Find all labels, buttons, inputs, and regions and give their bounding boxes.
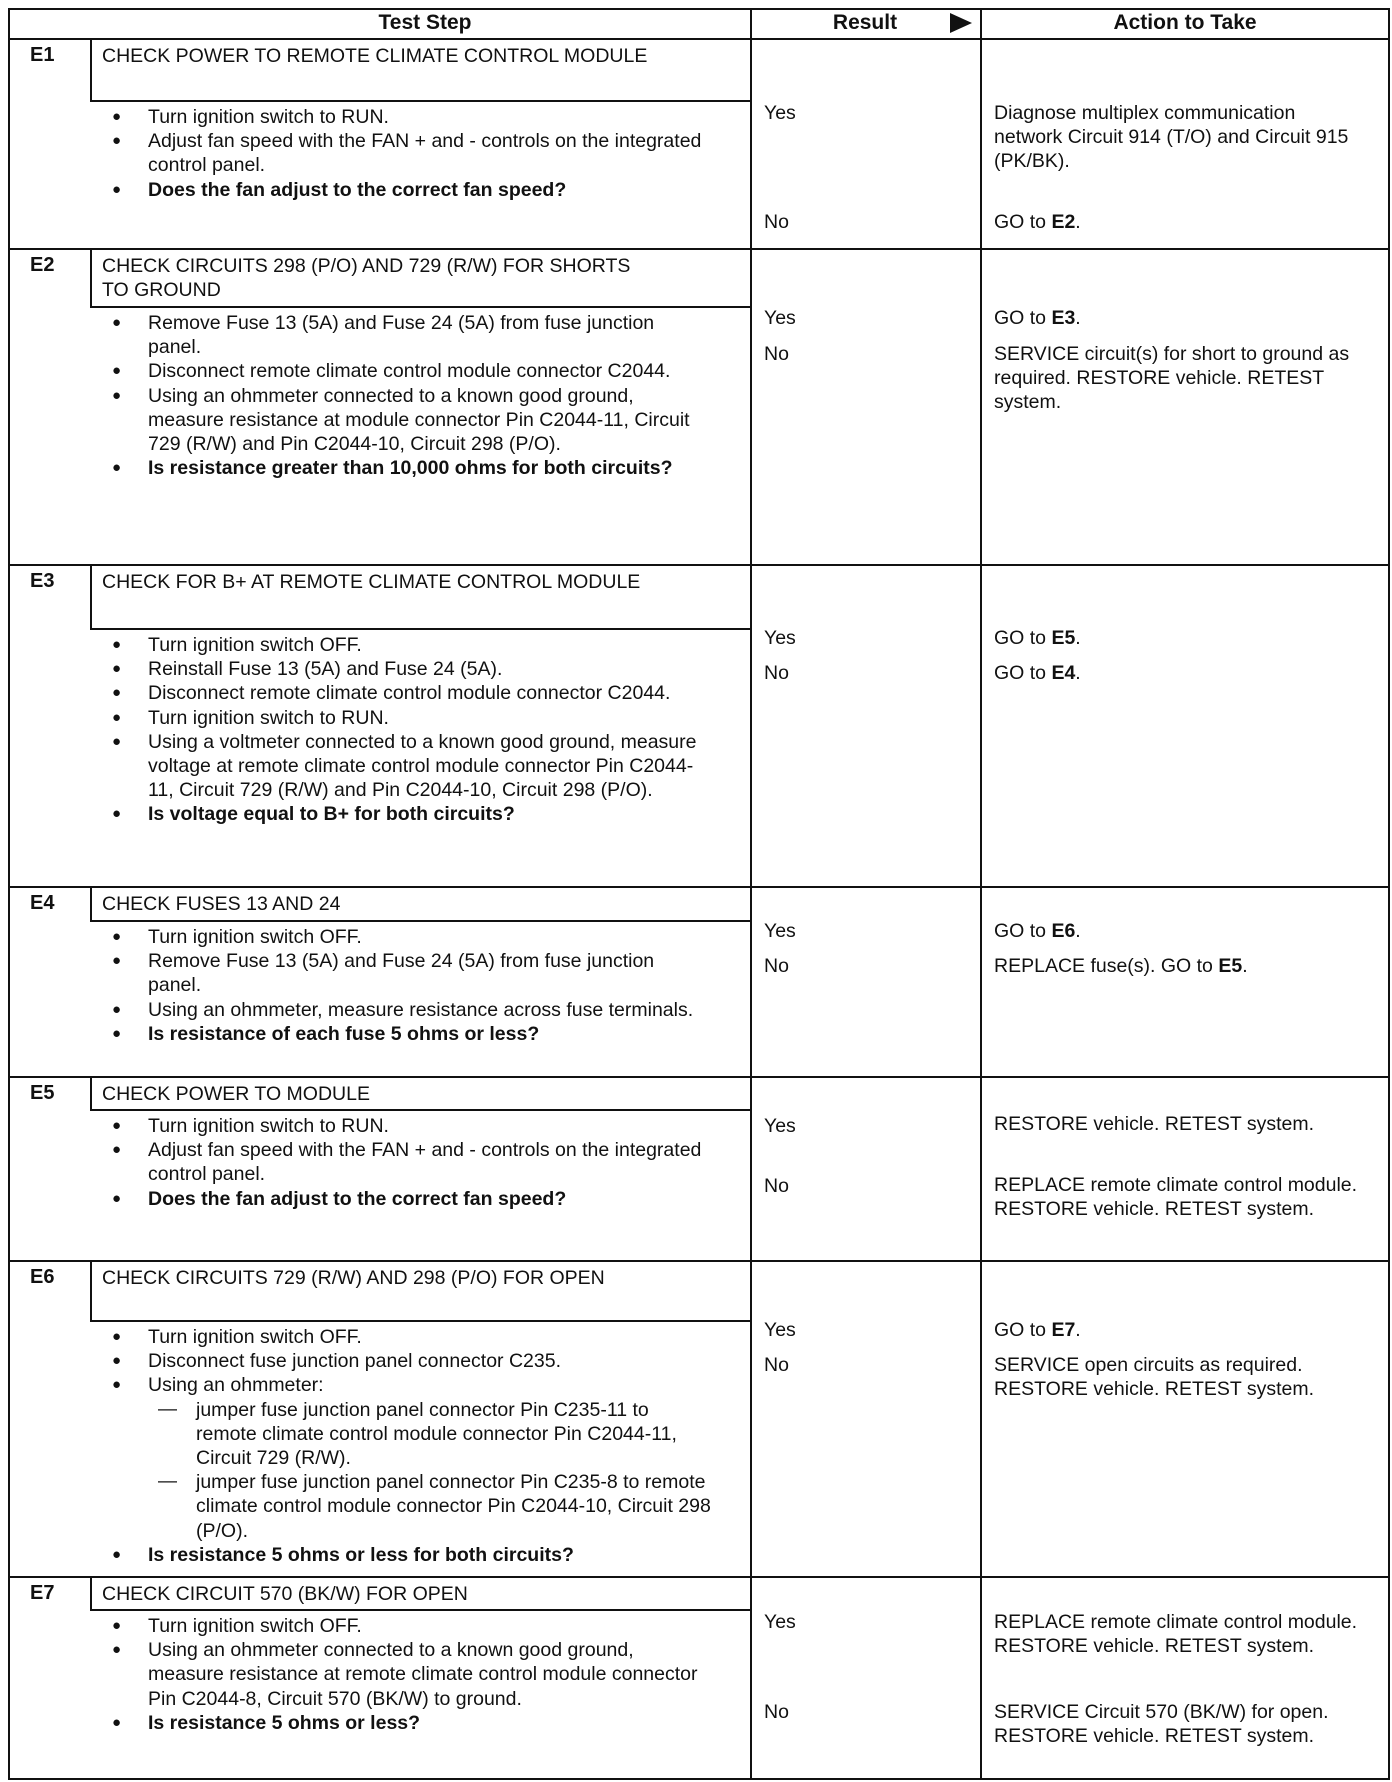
step-instructions bbox=[102, 1614, 712, 1735]
frame-left bbox=[8, 8, 10, 1780]
step-instruction: ● Turn ignition switch to RUN. bbox=[102, 105, 712, 129]
step-question: ● Does the fan adjust to the correct fan speed? bbox=[102, 178, 712, 202]
step-instruction: — jumper fuse junction panel connector Pin C235-8 to remote climate control module connector Pin C2044-10, Circuit 298 (P/O). bbox=[102, 1470, 712, 1543]
frame-top bbox=[8, 8, 1390, 10]
result-no: No bbox=[764, 662, 789, 684]
step-question: ● Is resistance 5 ohms or less for both circuits? bbox=[102, 1543, 712, 1567]
result-yes: Yes bbox=[764, 920, 796, 942]
title-underline bbox=[90, 1320, 750, 1322]
step-instruction: ● Turn ignition switch OFF. bbox=[102, 633, 712, 657]
action-step-ref: E6 bbox=[1051, 920, 1076, 942]
action-step-ref: E5 bbox=[1218, 955, 1243, 977]
action-step-ref: E2 bbox=[1051, 211, 1076, 233]
step-id: E7 bbox=[30, 1582, 55, 1604]
result-yes: Yes bbox=[764, 627, 796, 649]
step-question: ● Is resistance of each fuse 5 ohms or less? bbox=[102, 1022, 712, 1046]
title-underline bbox=[90, 628, 750, 630]
action-yes: REPLACE remote climate control module. RESTORE vehicle. RETEST system. bbox=[994, 1611, 1358, 1658]
step-question: ● Is resistance greater than 10,000 ohms for both circuits? bbox=[102, 456, 712, 480]
step-instruction: ● Turn ignition switch to RUN. bbox=[102, 706, 712, 730]
step-instruction: ● Using an ohmmeter, measure resistance across fuse terminals. bbox=[102, 998, 712, 1022]
step-instruction: ● Using a voltmeter connected to a known good ground, measure voltage at remote climate control module connector Pin C2044-11, Circuit 729 (R/W) and Pin C2044-10, Circuit 298 (P/O). bbox=[102, 730, 712, 803]
action-no: GO to E2. bbox=[994, 211, 1081, 233]
header-result-label: Result bbox=[832, 11, 898, 34]
row-divider-e1 bbox=[8, 38, 1390, 40]
step-question: ● Is resistance 5 ohms or less? bbox=[102, 1711, 712, 1735]
step-title: CHECK POWER TO REMOTE CLIMATE CONTROL MODULE bbox=[102, 45, 648, 67]
action-step-ref: E4 bbox=[1051, 662, 1076, 684]
title-side-rule bbox=[90, 886, 92, 920]
title-side-rule bbox=[90, 38, 92, 100]
step-id: E4 bbox=[30, 892, 55, 914]
step-id: E3 bbox=[30, 570, 55, 592]
step-instruction: ● Reinstall Fuse 13 (5A) and Fuse 24 (5A). bbox=[102, 657, 712, 681]
action-no: SERVICE circuit(s) for short to ground as required. RESTORE vehicle. RETEST system. bbox=[994, 343, 1350, 414]
action-step-ref: E3 bbox=[1051, 307, 1076, 329]
step-instruction: ● Adjust fan speed with the FAN + and - controls on the integrated control panel. bbox=[102, 1138, 712, 1186]
title-side-rule bbox=[90, 1260, 92, 1320]
result-no: No bbox=[764, 955, 789, 977]
result-no: No bbox=[764, 343, 789, 365]
step-instruction: ● Disconnect remote climate control module connector C2044. bbox=[102, 359, 712, 383]
row-divider-e6 bbox=[8, 1260, 1390, 1262]
step-title: CHECK FUSES 13 AND 24 bbox=[102, 893, 341, 915]
step-title: CHECK CIRCUITS 298 (P/O) AND 729 (R/W) FOR SHORTS TO GROUND bbox=[102, 255, 631, 301]
header-arrow-icon bbox=[950, 13, 972, 33]
step-instruction: ● Turn ignition switch OFF. bbox=[102, 925, 712, 949]
step-title: CHECK CIRCUIT 570 (BK/W) FOR OPEN bbox=[102, 1583, 468, 1605]
result-no: No bbox=[764, 1354, 789, 1376]
result-yes: Yes bbox=[764, 1319, 796, 1341]
result-column-divider bbox=[750, 8, 752, 1780]
step-instruction: — jumper fuse junction panel connector Pin C235-11 to remote climate control module connector Pin C2044-11, Circuit 729 (R/W). bbox=[102, 1398, 712, 1471]
title-underline bbox=[90, 306, 750, 308]
action-no: REPLACE fuse(s). GO to E5. bbox=[994, 955, 1248, 977]
action-yes: GO to E6. bbox=[994, 920, 1081, 942]
result-yes: Yes bbox=[764, 307, 796, 329]
step-instructions bbox=[102, 105, 712, 202]
action-column-divider bbox=[980, 8, 982, 1780]
frame-bottom bbox=[8, 1778, 1390, 1780]
step-question: ● Is voltage equal to B+ for both circuits? bbox=[102, 802, 712, 826]
action-yes: GO to E7. bbox=[994, 1319, 1081, 1341]
step-instructions bbox=[102, 1114, 712, 1211]
result-no: No bbox=[764, 1175, 789, 1197]
result-no: No bbox=[764, 211, 789, 233]
header-test-step: Test Step bbox=[378, 11, 472, 34]
step-instruction: ● Turn ignition switch OFF. bbox=[102, 1325, 712, 1349]
step-instructions bbox=[102, 1325, 712, 1567]
step-id: E1 bbox=[30, 44, 55, 66]
step-instructions bbox=[102, 311, 712, 480]
step-instructions bbox=[102, 925, 712, 1046]
row-divider-e2 bbox=[8, 248, 1390, 250]
title-underline bbox=[90, 920, 750, 922]
step-instruction: ● Remove Fuse 13 (5A) and Fuse 24 (5A) from fuse junction panel. bbox=[102, 949, 712, 997]
step-instructions bbox=[102, 633, 712, 827]
result-yes: Yes bbox=[764, 102, 796, 124]
step-instruction: ● Turn ignition switch to RUN. bbox=[102, 1114, 712, 1138]
step-instruction: ● Turn ignition switch OFF. bbox=[102, 1614, 712, 1638]
step-question: ● Does the fan adjust to the correct fan speed? bbox=[102, 1187, 712, 1211]
action-no: REPLACE remote climate control module. RESTORE vehicle. RETEST system. bbox=[994, 1174, 1358, 1221]
step-instruction: ● Remove Fuse 13 (5A) and Fuse 24 (5A) from fuse junction panel. bbox=[102, 311, 712, 359]
step-title: CHECK FOR B+ AT REMOTE CLIMATE CONTROL MODULE bbox=[102, 571, 641, 593]
title-side-rule bbox=[90, 248, 92, 306]
action-step-ref: E7 bbox=[1051, 1319, 1076, 1341]
result-no: No bbox=[764, 1701, 789, 1723]
action-yes: RESTORE vehicle. RETEST system. bbox=[994, 1113, 1315, 1135]
action-step-ref: E5 bbox=[1051, 627, 1076, 649]
row-divider-e5 bbox=[8, 1076, 1390, 1078]
row-divider-e4 bbox=[8, 886, 1390, 888]
result-yes: Yes bbox=[764, 1115, 796, 1137]
header-result bbox=[750, 8, 980, 38]
title-underline bbox=[90, 1609, 750, 1611]
row-divider-e7 bbox=[8, 1576, 1390, 1578]
step-instruction: ● Using an ohmmeter connected to a known good ground, measure resistance at module connector Pin C2044-11, Circuit 729 (R/W) and Pin C2044-10, Circuit 298 (P/O). bbox=[102, 384, 712, 457]
frame-right bbox=[1388, 8, 1390, 1780]
result-yes: Yes bbox=[764, 1611, 796, 1633]
step-title: CHECK CIRCUITS 729 (R/W) AND 298 (P/O) FOR OPEN bbox=[102, 1267, 605, 1289]
step-instruction: ● Using an ohmmeter: bbox=[102, 1373, 712, 1397]
title-side-rule bbox=[90, 1076, 92, 1109]
action-no: SERVICE open circuits as required. RESTORE vehicle. RETEST system. bbox=[994, 1354, 1315, 1401]
step-instruction: ● Using an ohmmeter connected to a known good ground, measure resistance at remote climate control module connector Pin C2044-8, Circuit 570 (BK/W) to ground. bbox=[102, 1638, 712, 1711]
header-action: Action to Take bbox=[1113, 11, 1257, 34]
step-instruction: ● Disconnect remote climate control module connector C2044. bbox=[102, 681, 712, 705]
row-divider-e3 bbox=[8, 564, 1390, 566]
action-yes: GO to E3. bbox=[994, 307, 1081, 329]
title-underline bbox=[90, 100, 750, 102]
title-side-rule bbox=[90, 1576, 92, 1609]
step-id: E6 bbox=[30, 1266, 55, 1288]
action-no: SERVICE Circuit 570 (BK/W) for open. RESTORE vehicle. RETEST system. bbox=[994, 1701, 1329, 1748]
action-yes: GO to E5. bbox=[994, 627, 1081, 649]
title-side-rule bbox=[90, 564, 92, 628]
action-no: GO to E4. bbox=[994, 662, 1081, 684]
step-title: CHECK POWER TO MODULE bbox=[102, 1083, 370, 1105]
step-id: E2 bbox=[30, 254, 55, 276]
action-yes: Diagnose multiplex communication network Circuit 914 (T/O) and Circuit 915 (PK/BK). bbox=[994, 102, 1349, 173]
title-underline bbox=[90, 1109, 750, 1111]
step-instruction: ● Disconnect fuse junction panel connector C235. bbox=[102, 1349, 712, 1373]
step-instruction: ● Adjust fan speed with the FAN + and - controls on the integrated control panel. bbox=[102, 129, 712, 177]
step-id: E5 bbox=[30, 1082, 55, 1104]
